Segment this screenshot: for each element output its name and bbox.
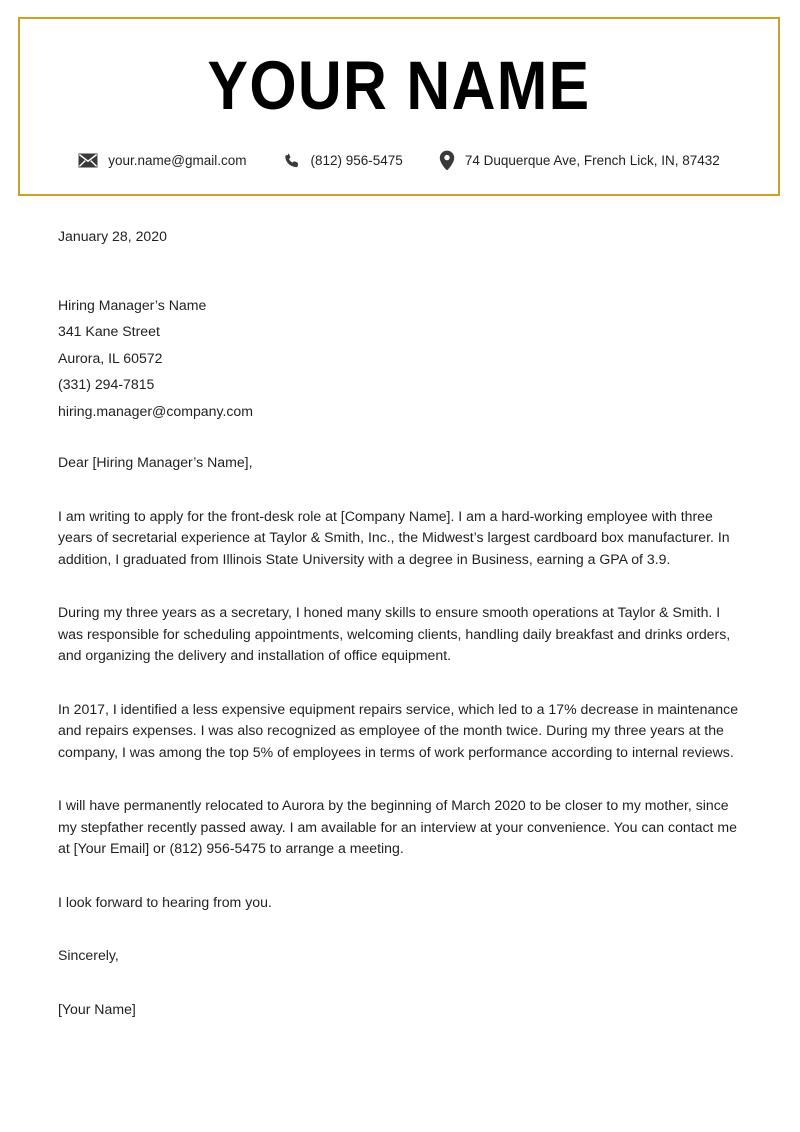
letter-body (58, 226, 742, 1020)
contact-email-text: your.name@gmail.com (108, 152, 247, 168)
phone-icon (283, 152, 301, 170)
location-pin-icon (439, 150, 455, 171)
body-paragraph-1: I am writing to apply for the front-desk role at [Company Name]. I am a hard-working employee with three years of secretarial experience at Taylor & Smith, Inc., the Midwest’s largest cardboard box manufacturer. In addition, I graduated from Illinois State University with a degree in Business, earning a GPA of 3.9. (58, 507, 730, 567)
contact-info-row (20, 150, 778, 171)
contact-item-email (78, 153, 246, 169)
body-paragraph-2: During my three years as a secretary, I honed many skills to ensure smooth operations at Taylor & Smith. I was responsible for scheduling appointments, welcoming clients, handling daily breakfast and drinks orders, and organizing the delivery and installation of office equipment. (58, 604, 731, 664)
letter-date: January 28, 2020 (58, 228, 167, 244)
recipient-city-state-zip: Aurora, IL 60572 (58, 349, 163, 366)
recipient-name: Hiring Manager’s Name (58, 296, 207, 313)
recipient-street: 341 Kane Street (58, 323, 160, 340)
contact-item-address (439, 150, 720, 171)
envelope-icon (78, 153, 98, 168)
body-paragraph-4: I will have permanently relocated to Aurora by the beginning of March 2020 to be closer to my mother, since my stepfather recently passed away. I am available for an interview at your convenience. You can contact me at [Your Email] or (812) 956-5475 to arrange a meeting. (58, 797, 737, 857)
page-title: YOUR NAME (207, 47, 591, 124)
recipient-phone: (331) 294-7815 (58, 376, 155, 393)
closing-salutation: Sincerely, (58, 947, 119, 964)
contact-item-phone (283, 152, 403, 170)
recipient-address-block (58, 292, 742, 425)
salutation: Dear [Hiring Manager’s Name], (58, 454, 253, 471)
letterhead-header (18, 17, 780, 196)
contact-address-text: 74 Duquerque Ave, French Lick, IN, 87432 (464, 152, 720, 168)
signature-name: [Your Name] (58, 1000, 136, 1017)
body-paragraph-3: In 2017, I identified a less expensive equipment repairs service, which led to a 17% decrease in maintenance and repairs expenses. I was also recognized as employee of the month twice. During my three years at the company, I was among the top 5% of employees in terms of work performance according to internal reviews. (58, 700, 739, 760)
forward-line: I look forward to hearing from you. (58, 893, 272, 910)
contact-phone-text: (812) 956-5475 (310, 152, 403, 168)
recipient-email: hiring.manager@company.com (58, 402, 253, 419)
